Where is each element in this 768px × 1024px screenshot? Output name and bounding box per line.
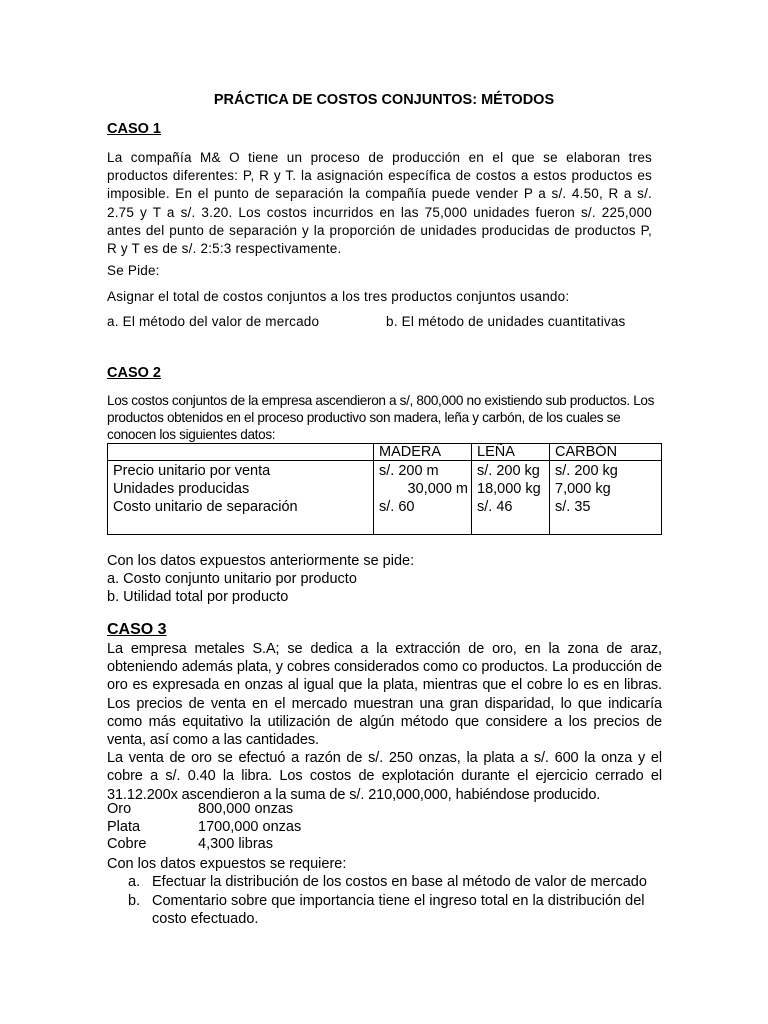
caso-1-option-a: a. El método del valor de mercado xyxy=(107,314,320,329)
production-row xyxy=(107,819,301,837)
table-label-column xyxy=(108,461,374,535)
caso-1-heading: CASO 1 xyxy=(107,121,161,137)
caso-3-requirement: Con los datos expuestos se requiere: xyxy=(107,856,347,872)
table-cell: s/. 200 kg xyxy=(477,463,540,479)
table-cell: 18,000 kg xyxy=(477,481,541,497)
list-text: Efectuar la distribución de los costos en base al método de valor de mercado xyxy=(152,874,647,890)
production-list xyxy=(107,801,301,854)
product-name: Cobre xyxy=(107,836,147,852)
table-cell: 7,000 kg xyxy=(555,481,611,497)
caso-2-questions xyxy=(107,552,414,606)
caso-2-data-table xyxy=(107,443,662,535)
table-body-row xyxy=(108,461,662,535)
list-marker: b. xyxy=(128,892,141,909)
caso-2-heading: CASO 2 xyxy=(107,365,161,381)
table-cell: Precio unitario por venta xyxy=(113,463,271,479)
page-title: PRÁCTICA DE COSTOS CONJUNTOS: MÉTODOS xyxy=(213,92,555,108)
product-quantity: 4,300 libras xyxy=(198,836,273,852)
caso-2-item-a: a. Costo conjunto unitario por producto xyxy=(107,571,357,587)
production-row xyxy=(107,836,301,854)
table-cell: s/. 200 m xyxy=(379,463,439,479)
table-cell: s/. 200 kg xyxy=(555,463,618,479)
list-item xyxy=(128,873,662,892)
list-text: Comentario sobre que importancia tiene el ingreso total en la distribución del costo efectuado. xyxy=(152,892,645,927)
caso-3-text xyxy=(107,640,662,804)
caso-1-option-b: b. El método de unidades cuantitativas xyxy=(386,314,626,329)
caso-3-paragraph-1: La empresa metales S.A; se dedica a la extracción de oro, en la zona de araz, obteniendo además plata, y cobres considerados como co productos. La producción de oro es expresada en onzas al igual que la plata, mientras que el cobre lo es en libras. Los precios de venta en el mercado muestran una gran disparidad, lo que indicaría como más equitativo la utilización de algún método que considere a los precios de venta, así como a las cantidades. xyxy=(107,641,662,749)
table-header-cell: LEÑA xyxy=(472,444,550,461)
list-item xyxy=(128,892,662,929)
table-madera-column xyxy=(374,461,472,535)
list-marker: a. xyxy=(128,874,141,890)
table-carbon-column xyxy=(550,461,662,535)
table-header-cell: MADERA xyxy=(374,444,472,461)
table-cell: s/. 46 xyxy=(477,499,513,515)
table-cell: Unidades producidas xyxy=(113,481,250,497)
caso-1-se-pide: Se Pide: xyxy=(107,263,160,278)
table-cell: s/. 60 xyxy=(379,499,415,515)
product-name: Oro xyxy=(107,801,132,817)
product-name: Plata xyxy=(107,818,141,835)
caso-3-heading: CASO 3 xyxy=(107,621,167,638)
table-header-cell: CARBÓN xyxy=(550,444,662,461)
table-header-row xyxy=(108,444,662,461)
product-quantity: 1700,000 onzas xyxy=(198,818,302,835)
caso-2-intro: Con los datos expuestos anteriormente se pide: xyxy=(107,553,415,569)
table-cell: 30,000 m xyxy=(407,481,468,497)
caso-3-list xyxy=(128,873,662,929)
caso-1-paragraph: La compañía M& O tiene un proceso de producción en el que se elaboran tres productos diferentes: P, R y T. la asignación específica de costos a estos productos es imposible. En el punto de separación la compañía puede vender P a s/. 4.50, R a s/. 2.75 y T a s/. 3.20. Los costos incurridos en las 75,000 unidades fueron s/. 225,000 antes del punto de separación y la proporción de unidades producidas de productos P, R y T es de s/. 2:5:3 respectivamente. xyxy=(107,150,652,257)
table-header-cell xyxy=(108,444,374,461)
production-row xyxy=(107,801,301,819)
caso-1-instruction: Asignar el total de costos conjuntos a los tres productos conjuntos usando: xyxy=(107,289,570,304)
caso-3-paragraph-2: La venta de oro se efectuó a razón de s/. 250 onzas, la plata a s/. 600 la onza y el cobre a s/. 0.40 la libra. Los costos de explotación durante el ejercicio cerrado el 31.12.200x ascendieron a la suma de s/. 210,000,000, habiéndose producido. xyxy=(107,750,662,803)
caso-2-item-b: b. Utilidad total por producto xyxy=(107,589,289,605)
caso-2-paragraph: Los costos conjuntos de la empresa ascendieron a s/, 800,000 no existiendo sub productos. Los productos obtenidos en el proceso productivo son madera, leña y carbón, de los cuales se conocen los siguientes datos: xyxy=(107,393,655,443)
product-quantity: 800,000 onzas xyxy=(198,801,294,817)
table-lena-column xyxy=(472,461,550,535)
table-cell: Costo unitario de separación xyxy=(113,499,298,515)
table-cell: s/. 35 xyxy=(555,499,591,515)
